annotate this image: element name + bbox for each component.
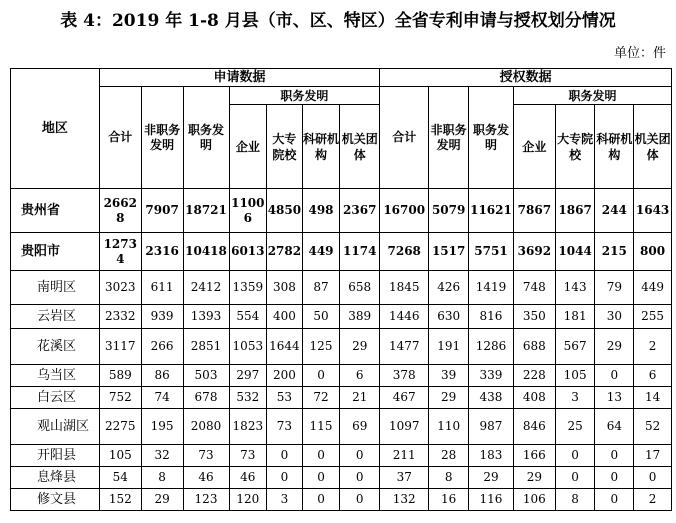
value-cell: 1446 [380,305,429,329]
value-cell: 87 [302,271,340,305]
value-cell: 21 [340,387,380,409]
value-cell: 46 [229,467,267,489]
value-cell: 8 [141,467,183,489]
value-cell: 0 [634,467,672,489]
value-cell: 1053 [229,329,267,365]
value-cell: 1286 [469,329,514,365]
value-cell: 2332 [99,305,141,329]
value-cell: 5079 [429,189,469,233]
value-cell: 816 [469,305,514,329]
value-cell: 143 [555,271,595,305]
value-cell: 200 [267,365,303,387]
value-cell: 438 [469,387,514,409]
value-cell: 72 [302,387,340,409]
table-row [11,305,672,329]
value-cell: 8 [429,467,469,489]
value-cell: 25 [555,409,595,445]
value-cell: 3117 [99,329,141,365]
value-cell: 16700 [380,189,429,233]
value-cell: 678 [183,387,229,409]
value-cell: 73 [183,445,229,467]
value-cell: 211 [380,445,429,467]
value-cell: 408 [513,387,555,409]
value-cell: 0 [595,365,634,387]
value-cell: 3023 [99,271,141,305]
value-cell: 752 [99,387,141,409]
value-cell: 378 [380,365,429,387]
table-row [11,387,672,409]
value-cell: 2 [634,489,672,511]
value-cell: 3 [555,387,595,409]
value-cell: 0 [302,489,340,511]
value-cell: 6 [340,365,380,387]
value-cell: 8 [555,489,595,511]
value-cell: 6013 [229,233,267,271]
value-cell: 120 [229,489,267,511]
value-cell: 86 [141,365,183,387]
value-cell: 0 [267,467,303,489]
region-cell: 贵阳市 [11,233,100,271]
value-cell: 297 [229,365,267,387]
value-cell: 29 [469,467,514,489]
table-row [11,189,672,233]
value-cell: 7268 [380,233,429,271]
region-cell: 白云区 [11,387,100,409]
value-cell: 589 [99,365,141,387]
page-title: 表 4：2019 年 1-8 月县（市、区、特区）全省专利申请与授权划分情况 [60,11,616,31]
header-grant-service: 职务发明 [469,87,514,189]
value-cell: 350 [513,305,555,329]
value-cell: 50 [302,305,340,329]
value-cell: 79 [595,271,634,305]
value-cell: 2275 [99,409,141,445]
table-row [11,365,672,387]
value-cell: 52 [634,409,672,445]
value-cell: 106 [513,489,555,511]
region-cell: 观山湖区 [11,409,100,445]
header-grant-agency: 机关团体 [634,105,672,189]
value-cell: 105 [99,445,141,467]
value-cell: 6 [634,365,672,387]
value-cell: 1867 [555,189,595,233]
value-cell: 29 [513,467,555,489]
value-cell: 389 [340,305,380,329]
value-cell: 28 [429,445,469,467]
value-cell: 688 [513,329,555,365]
unit-label: 单位：件 [613,46,666,61]
value-cell: 1393 [183,305,229,329]
region-cell: 息烽县 [11,467,100,489]
value-cell: 339 [469,365,514,387]
value-cell: 0 [595,467,634,489]
value-cell: 46 [183,467,229,489]
value-cell: 0 [340,467,380,489]
value-cell: 123 [183,489,229,511]
value-cell: 1477 [380,329,429,365]
value-cell: 74 [141,387,183,409]
value-cell: 2 [634,329,672,365]
value-cell: 7867 [513,189,555,233]
value-cell: 17 [634,445,672,467]
value-cell: 0 [302,467,340,489]
value-cell: 5751 [469,233,514,271]
value-cell: 0 [340,489,380,511]
value-cell: 12734 [99,233,141,271]
value-cell: 181 [555,305,595,329]
value-cell: 132 [380,489,429,511]
value-cell: 73 [229,445,267,467]
value-cell: 11621 [469,189,514,233]
table-row [11,445,672,467]
value-cell: 1097 [380,409,429,445]
value-cell: 64 [595,409,634,445]
region-cell: 乌当区 [11,365,100,387]
header-grant-total: 合计 [380,87,429,189]
header-grant-college: 大专院校 [555,105,595,189]
patent-table [10,68,672,511]
value-cell: 0 [267,445,303,467]
table-row [11,409,672,445]
value-cell: 18721 [183,189,229,233]
value-cell: 426 [429,271,469,305]
value-cell: 987 [469,409,514,445]
header-grant-enterprise: 企业 [513,105,555,189]
value-cell: 503 [183,365,229,387]
value-cell: 1823 [229,409,267,445]
table-row [11,233,672,271]
value-cell: 244 [595,189,634,233]
header-apply-total: 合计 [99,87,141,189]
value-cell: 1517 [429,233,469,271]
value-cell: 2367 [340,189,380,233]
value-cell: 29 [340,329,380,365]
value-cell: 498 [302,189,340,233]
value-cell: 800 [634,233,672,271]
value-cell: 29 [595,329,634,365]
value-cell: 611 [141,271,183,305]
value-cell: 449 [634,271,672,305]
value-cell: 449 [302,233,340,271]
header-apply-agency: 机关团体 [340,105,380,189]
header-grant-research: 科研机构 [595,105,634,189]
header-apply-enterprise: 企业 [229,105,267,189]
value-cell: 1419 [469,271,514,305]
header-grant: 授权数据 [380,69,672,87]
value-cell: 29 [141,489,183,511]
value-cell: 69 [340,409,380,445]
header-grant-non-service: 非职务发明 [429,87,469,189]
value-cell: 215 [595,233,634,271]
region-cell: 开阳县 [11,445,100,467]
value-cell: 115 [302,409,340,445]
value-cell: 2412 [183,271,229,305]
value-cell: 532 [229,387,267,409]
region-cell: 南明区 [11,271,100,305]
value-cell: 0 [302,445,340,467]
value-cell: 125 [302,329,340,365]
value-cell: 1643 [634,189,672,233]
value-cell: 7907 [141,189,183,233]
value-cell: 748 [513,271,555,305]
value-cell: 191 [429,329,469,365]
value-cell: 1845 [380,271,429,305]
header-grant-service-group: 职务发明 [513,87,671,105]
value-cell: 0 [302,365,340,387]
value-cell: 658 [340,271,380,305]
table-row [11,467,672,489]
value-cell: 3 [267,489,303,511]
header-apply-service: 职务发明 [183,87,229,189]
value-cell: 0 [555,467,595,489]
value-cell: 54 [99,467,141,489]
value-cell: 266 [141,329,183,365]
value-cell: 939 [141,305,183,329]
header-region: 地区 [11,69,100,189]
value-cell: 13 [595,387,634,409]
region-cell: 修文县 [11,489,100,511]
table-row [11,329,672,365]
header-apply: 申请数据 [99,69,379,87]
header-apply-service-group: 职务发明 [229,87,380,105]
value-cell: 14 [634,387,672,409]
value-cell: 39 [429,365,469,387]
region-cell: 云岩区 [11,305,100,329]
header-apply-research: 科研机构 [302,105,340,189]
header-apply-college: 大专院校 [267,105,303,189]
value-cell: 195 [141,409,183,445]
value-cell: 1359 [229,271,267,305]
value-cell: 467 [380,387,429,409]
value-cell: 567 [555,329,595,365]
value-cell: 0 [595,445,634,467]
region-cell: 贵州省 [11,189,100,233]
value-cell: 110 [429,409,469,445]
table-row [11,271,672,305]
header-apply-non-service: 非职务发明 [141,87,183,189]
value-cell: 0 [595,489,634,511]
value-cell: 308 [267,271,303,305]
value-cell: 11006 [229,189,267,233]
value-cell: 105 [555,365,595,387]
value-cell: 73 [267,409,303,445]
value-cell: 0 [555,445,595,467]
value-cell: 630 [429,305,469,329]
table-row [11,489,672,511]
value-cell: 1174 [340,233,380,271]
value-cell: 846 [513,409,555,445]
value-cell: 2851 [183,329,229,365]
value-cell: 1644 [267,329,303,365]
value-cell: 10418 [183,233,229,271]
value-cell: 26628 [99,189,141,233]
value-cell: 4850 [267,189,303,233]
value-cell: 554 [229,305,267,329]
region-cell: 花溪区 [11,329,100,365]
value-cell: 255 [634,305,672,329]
value-cell: 2316 [141,233,183,271]
value-cell: 183 [469,445,514,467]
value-cell: 32 [141,445,183,467]
value-cell: 2782 [267,233,303,271]
value-cell: 37 [380,467,429,489]
value-cell: 228 [513,365,555,387]
value-cell: 3692 [513,233,555,271]
value-cell: 53 [267,387,303,409]
value-cell: 0 [340,445,380,467]
value-cell: 2080 [183,409,229,445]
value-cell: 29 [429,387,469,409]
value-cell: 16 [429,489,469,511]
value-cell: 1044 [555,233,595,271]
value-cell: 116 [469,489,514,511]
value-cell: 30 [595,305,634,329]
value-cell: 166 [513,445,555,467]
value-cell: 400 [267,305,303,329]
value-cell: 152 [99,489,141,511]
